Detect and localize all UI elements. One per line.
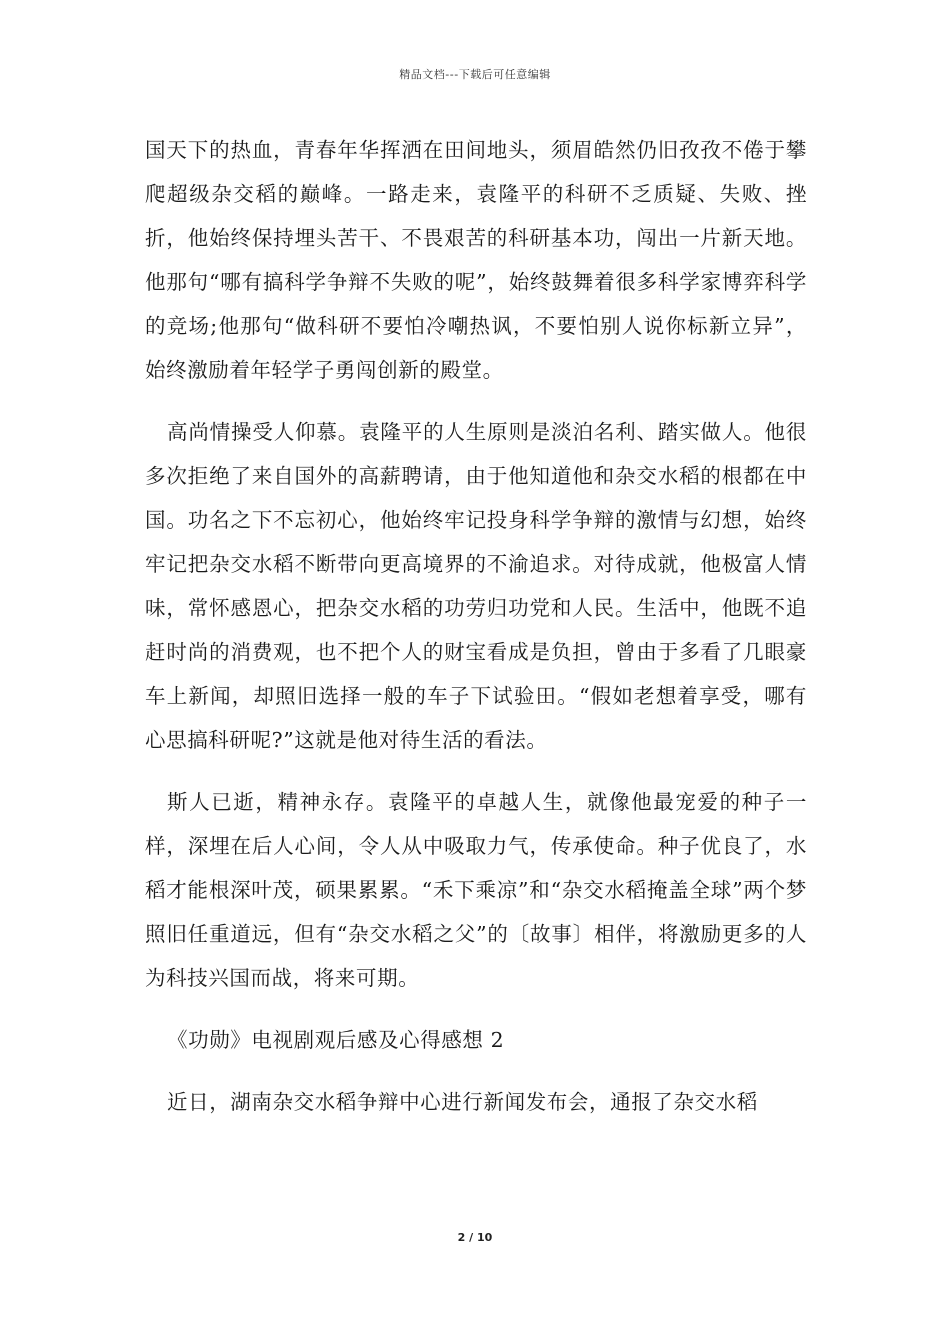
page-number: 2 / 10 (457, 1231, 493, 1244)
paragraph-noble-character: 高尚情操受人仰慕。袁隆平的人生原则是淡泊名利、踏实做人。他很多次拒绝了来自国外的高薪聘请，由于他知道他和杂交水稻的根都在中国。功名之下不忘初心，他始终牢记投身科学争辩的激情与幻想，始终牢记把杂交水稻不断带向更高境界的不渝追求。对待成就，他极富人情味，常怀感恩心，把杂交水稻的功劳归功党和人民。生活中，他既不追赶时尚的消费观，也不把个人的财宝看成是负担，曾由于多看了几眼豪车上新闻，却照旧选择一般的车子下试验田。“假如老想着享受，哪有心思搞科研呢?”这就是他对待生活的看法。 (145, 420, 807, 752)
paragraph-continued: 国天下的热血，青春年华挥洒在田间地头，须眉皓然仍旧孜孜不倦于攀爬超级杂交稻的巅峰。一路走来，袁隆平的科研不乏质疑、失败、挫折，他始终保持埋头苦干、不畏艰苦的科研基本功，闯出一片新天地。他那句“哪有搞科学争辩不失败的呢”，始终鼓舞着很多科学家博弈科学的竞场;他那句“做科研不要怕冷嘲热讽，不要怕别人说你标新立异”，始终激励着年轻学子勇闯创新的殿堂。 (145, 138, 807, 382)
paragraph-legacy: 斯人已逝，精神永存。袁隆平的卓越人生，就像他最宠爱的种子一样，深埋在后人心间，令人从中吸取力气，传承使命。种子优良了，水稻才能根深叶茂，硕果累累。“禾下乘凉”和“杂交水稻掩盖全球”两个梦照旧任重道远，但有“杂交水稻之父”的〔故事〕相伴，将激励更多的人为科技兴国而战，将来可期。 (145, 790, 807, 990)
page-header: 精品文档---下载后可任意编辑 (399, 68, 551, 81)
document-body (145, 128, 807, 1142)
paragraph-news-release: 近日，湖南杂交水稻争辩中心进行新闻发布会，通报了杂交水稻 (167, 1090, 758, 1114)
section-heading: 《功勋》电视剧观后感及心得感想 2 (167, 1028, 505, 1052)
